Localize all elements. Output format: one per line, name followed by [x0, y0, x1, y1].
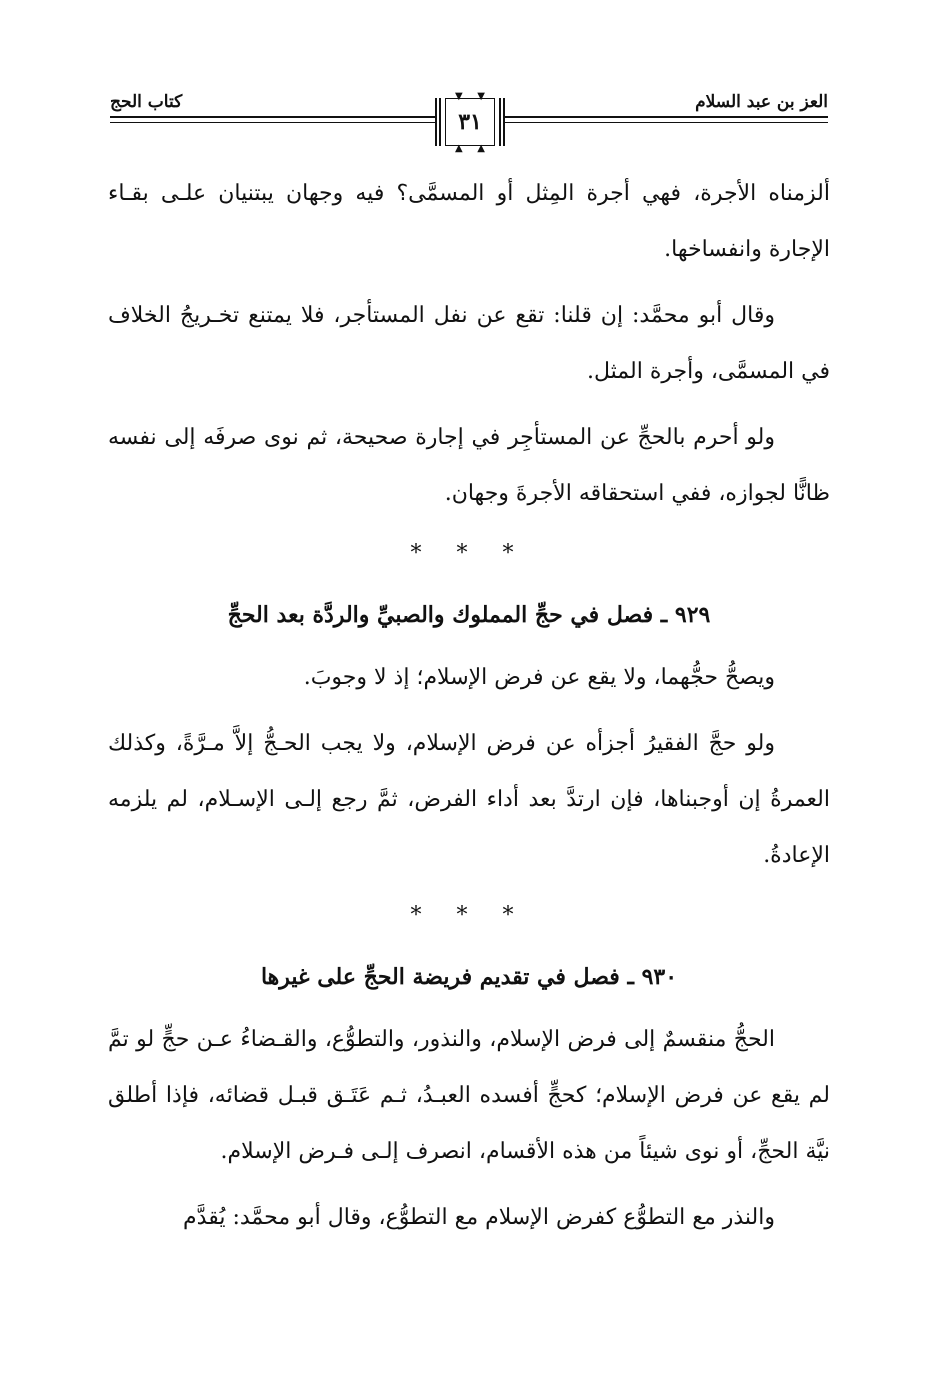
ornament-icon: ▼ — [477, 91, 485, 102]
page-body — [108, 166, 830, 1256]
section-separator: * * * — [410, 541, 528, 566]
page-number: ٣١ — [445, 98, 495, 146]
paragraph: ولو أحرم بالحجِّ عن المستأجِر في إجارة صحيحة، ثم نوى صرفَه إلى نفسه ظانًّا لجوازه، ففي استحقاقه الأجرةَ وجهان. — [108, 425, 830, 506]
paragraph: الحجُّ منقسمٌ إلى فرض الإسلام، والنذور، والتطوُّع، والقـضاءُ عـن حجٍّ لو تمَّ لم يقع عن فرض الإسلام؛ كحجٍّ أفسده العبـدُ، ثـم عَتَـق قبـل قضائه، فإذا أطلق نيَّة الحجِّ، أو نوى شيئاً من هذه الأقسام، انصرف إلـى فـرض الإسلام. — [108, 1027, 830, 1164]
paragraph: ويصحُّ حجُّهما، ولا يقع عن فرض الإسلام؛ إذ لا وجوبَ. — [303, 665, 775, 690]
section-heading-930: ٩٣٠ ـ فصل في تقديم فريضة الحجِّ على غيرها — [260, 964, 678, 990]
ornament-icon: ▲ — [477, 143, 485, 154]
paragraph: ألزمناه الأجرة، فهي أجرة المِثل أو المسمَّى؟ فيه وجهان يبتنيان علـى بقـاء الإجارة وانفساخها. — [108, 181, 830, 262]
ornament-icon: ▲ — [455, 143, 463, 154]
header-author: العز بن عبد السلام — [687, 92, 828, 112]
header-book-title: كتاب الحج — [110, 92, 190, 112]
section-heading-929: ٩٢٩ ـ فصل في حجِّ المملوك والصبيِّ والردَّة بعد الحجِّ — [227, 602, 711, 628]
ornament-icon: ▼ — [455, 91, 463, 102]
paragraph: وقال أبو محمَّد: إن قلنا: تقع عن نفل المستأجر، فلا يمتنع تخـريجُ الخلاف في المسمَّى، وأجرة المثل. — [108, 303, 830, 384]
paragraph: والنذر مع التطوُّع كفرض الإسلام مع التطوُّع، وقال أبو محمَّد: يُقدَّم — [183, 1205, 775, 1230]
page-number-frame — [435, 91, 505, 154]
running-header — [110, 92, 828, 152]
section-separator: * * * — [410, 903, 528, 928]
paragraph: ولو حجَّ الفقيرُ أجزأه عن فرض الإسلام، ولا يجب الحـجُّ إلاَّ مـرَّةً، وكذلك العمرةُ إن أوجبناها، فإن ارتدَّ بعد أداء الفرض، ثمَّ رجع إلـى الإسـلام، لم يلزمه الإعادةُ. — [108, 731, 830, 868]
